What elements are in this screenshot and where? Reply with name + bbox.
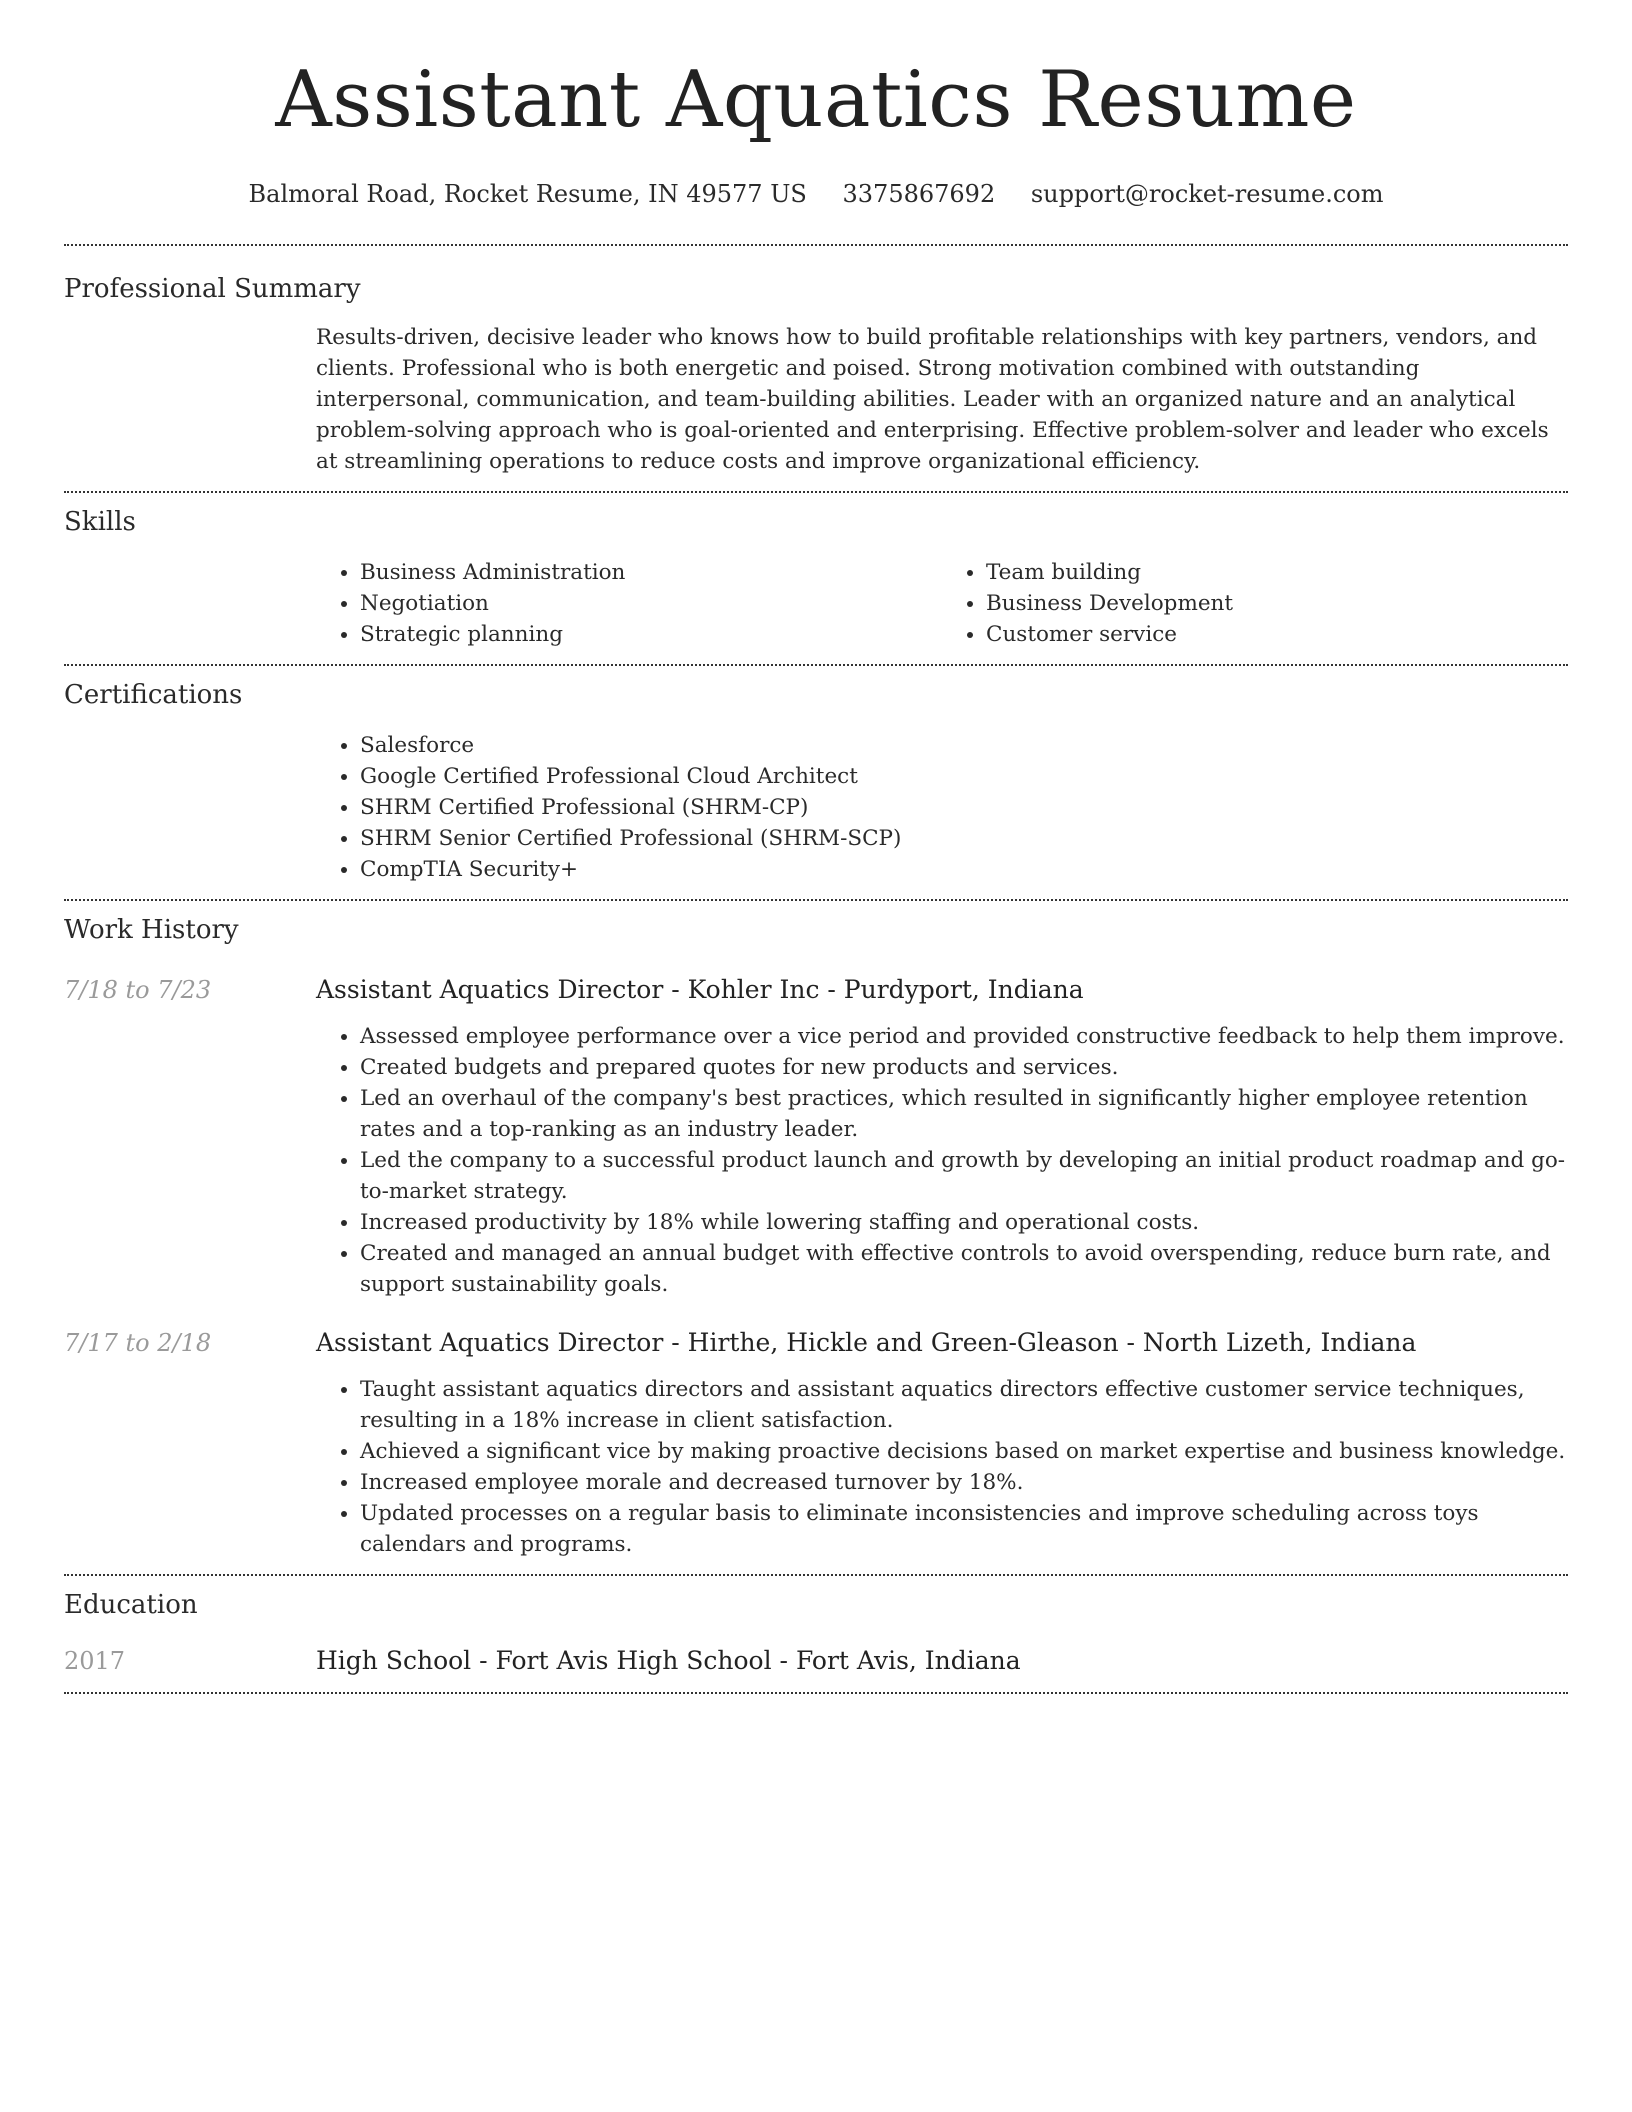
skill-item: • Business Development <box>986 588 1568 619</box>
job-bullet: • Created and managed an annual budget with effective controls to avoid overspending, reduce burn rate, and support sustainability goals. <box>360 1238 1568 1300</box>
job-header <box>64 1326 1568 1360</box>
job-bullet: • Increased employee morale and decreased turnover by 18%. <box>360 1467 1568 1498</box>
certification-item: • SHRM Certified Professional (SHRM-CP) <box>360 792 1568 823</box>
work-history-heading: Work History <box>64 915 239 945</box>
skill-item: • Customer service <box>986 619 1568 650</box>
contact-line <box>64 178 1568 210</box>
certifications-section <box>64 666 1568 899</box>
job-bullet: • Updated processes on a regular basis to eliminate inconsistencies and improve scheduling across toys calendars and programs. <box>360 1498 1568 1560</box>
skills-list-right <box>942 557 1568 650</box>
education-entry <box>64 1644 1568 1678</box>
skills-list-left <box>316 557 942 650</box>
divider <box>64 1692 1568 1694</box>
education-year: 2017 <box>64 1647 126 1675</box>
job-bullet: • Increased productivity by 18% while lowering staffing and operational costs. <box>360 1207 1568 1238</box>
job-title: Assistant Aquatics Director - Hirthe, Hickle and Green-Gleason - North Lizeth, Indiana <box>316 1328 1417 1357</box>
certifications-heading: Certifications <box>64 680 243 710</box>
job-dates: 7/17 to 2/18 <box>64 1329 212 1357</box>
contact-phone: 3375867692 <box>842 180 996 208</box>
job-bullets <box>316 1374 1568 1560</box>
education-heading: Education <box>64 1590 198 1620</box>
job-bullet-list <box>316 1021 1568 1300</box>
job-bullet: • Assessed employee performance over a vice period and provided constructive feedback to help them improve. <box>360 1021 1568 1052</box>
job-entry <box>64 1326 1568 1560</box>
certification-item: • SHRM Senior Certified Professional (SHRM-SCP) <box>360 823 1568 854</box>
resume-title: Assistant Aquatics Resume <box>275 55 1357 145</box>
certifications-content <box>316 730 1568 885</box>
summary-section <box>64 246 1568 491</box>
job-bullet: • Achieved a significant vice by making proactive decisions based on market expertise and business knowledge. <box>360 1436 1568 1467</box>
summary-content <box>316 322 1568 477</box>
summary-heading: Professional Summary <box>64 274 361 304</box>
skill-item: • Business Administration <box>360 557 942 588</box>
certification-item: • Google Certified Professional Cloud Architect <box>360 761 1568 792</box>
job-bullet: • Created budgets and prepared quotes for new products and services. <box>360 1052 1568 1083</box>
job-dates: 7/18 to 7/23 <box>64 976 212 1004</box>
skill-item: • Negotiation <box>360 588 942 619</box>
certifications-list <box>316 730 1568 885</box>
job-bullet: • Led the company to a successful product launch and growth by developing an initial product roadmap and go-to-market strategy. <box>360 1145 1568 1207</box>
job-bullet: • Taught assistant aquatics directors and assistant aquatics directors effective customer service techniques, resulting in a 18% increase in client satisfaction. <box>360 1374 1568 1436</box>
skill-item: • Strategic planning <box>360 619 942 650</box>
job-header <box>64 973 1568 1007</box>
job-bullet-list <box>316 1374 1568 1560</box>
education-section <box>64 1576 1568 1692</box>
job-bullets <box>316 1021 1568 1300</box>
summary-text: Results-driven, decisive leader who knows how to build profitable relationships with key partners, vendors, and clients. Professional who is both energetic and poised. Strong motivation combined with outstanding interpersonal, communication, and team-building abilities. Leader with an organized nature and an analytical problem-solving approach who is goal-oriented and enterprising. Effective problem-solver and leader who excels at streamlining operations to reduce costs and improve organizational efficiency. <box>316 325 1549 474</box>
contact-address: Balmoral Road, Rocket Resume, IN 49577 US <box>248 180 807 208</box>
job-title: Assistant Aquatics Director - Kohler Inc - Purdyport, Indiana <box>316 975 1084 1004</box>
skills-section <box>64 493 1568 664</box>
job-entry <box>64 973 1568 1300</box>
contact-email: support@rocket-resume.com <box>1030 180 1384 208</box>
education-title: High School - Fort Avis High School - Fort Avis, Indiana <box>316 1646 1021 1675</box>
skills-heading: Skills <box>64 507 136 537</box>
certification-item: • CompTIA Security+ <box>360 854 1568 885</box>
job-bullet: • Led an overhaul of the company's best practices, which resulted in significantly higher employee retention rates and a top-ranking as an industry leader. <box>360 1083 1568 1145</box>
certification-item: • Salesforce <box>360 730 1568 761</box>
skill-item: • Team building <box>986 557 1568 588</box>
work-history-section <box>64 901 1568 1574</box>
skills-grid <box>316 557 1568 650</box>
